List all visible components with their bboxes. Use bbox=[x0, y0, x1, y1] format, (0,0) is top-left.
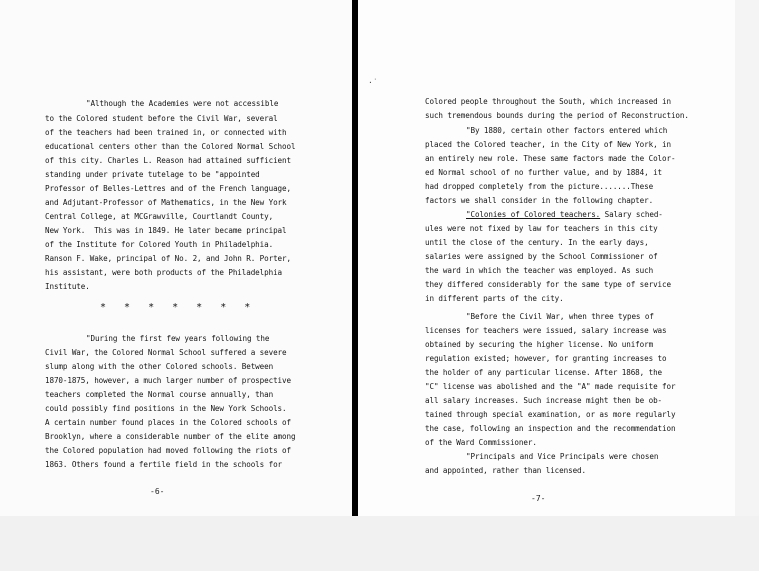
text-line: slump along with the other Colored schools. Between bbox=[45, 362, 274, 371]
text-line: ules were not fixed by law for teachers in this city bbox=[425, 224, 658, 233]
text-line: 1870-1875, however, a much larger number of prospective bbox=[45, 376, 291, 385]
text-line: all salary increases. Such increase might then be ob- bbox=[425, 396, 663, 405]
section-heading-line bbox=[466, 210, 663, 219]
text-line: Professor of Belles-Lettres and of the French language, bbox=[45, 184, 291, 193]
text-line: teachers completed the Normal course annually, than bbox=[45, 390, 274, 399]
text-line: had dropped completely from the picture.......These bbox=[425, 182, 654, 191]
text-line: the holder of any particular license. After 1868, the bbox=[425, 368, 663, 377]
text-line: to the Colored student before the Civil War, several bbox=[45, 114, 278, 123]
text-line: standing under private tutelage to be "appointed bbox=[45, 170, 260, 179]
scan-margin-strip bbox=[735, 0, 759, 571]
left-page bbox=[0, 0, 352, 516]
text-line: "Although the Academies were not accessible bbox=[86, 99, 279, 108]
text-line: ed Normal school of no further value, and by 1884, it bbox=[425, 168, 663, 177]
text-line: could possibly find positions in the New York Schools. bbox=[45, 404, 287, 413]
text-line: tained through special examination, or as more regularly bbox=[425, 410, 676, 419]
text-line: Ranson F. Wake, principal of No. 2, and John R. Porter, bbox=[45, 254, 291, 263]
heading-continuation: Salary sched- bbox=[600, 210, 663, 219]
text-line: "C" license was abolished and the "A" made requisite for bbox=[425, 382, 676, 391]
text-line: A certain number found places in the Colored schools of bbox=[45, 418, 291, 427]
scan-speck: ·˙ bbox=[368, 78, 378, 87]
text-line: "By 1880, certain other factors entered which bbox=[466, 126, 668, 135]
page-number: -7- bbox=[531, 494, 546, 503]
scan-bottom-band bbox=[0, 516, 759, 571]
text-line: of the Ward Commissioner. bbox=[425, 438, 537, 447]
text-line: and Adjutant-Professor of Mathematics, in the New York bbox=[45, 198, 287, 207]
text-line: of the Institute for Colored Youth in Philadelphia. bbox=[45, 240, 274, 249]
text-line: placed the Colored teacher, in the City of New York, in bbox=[425, 140, 671, 149]
text-line: Civil War, the Colored Normal School suffered a severe bbox=[45, 348, 287, 357]
text-line: "Principals and Vice Principals were chosen bbox=[466, 452, 659, 461]
text-line: "Before the Civil War, when three types of bbox=[466, 312, 654, 321]
text-line: Institute. bbox=[45, 282, 90, 291]
text-line: educational centers other than the Colored Normal School bbox=[45, 142, 296, 151]
text-line: in different parts of the city. bbox=[425, 294, 564, 303]
text-line: salaries were assigned by the School Commissioner of bbox=[425, 252, 658, 261]
text-line: regulation existed; however, for granting increases to bbox=[425, 354, 667, 363]
text-line: such tremendous bounds during the period of Reconstruction. bbox=[425, 111, 689, 120]
text-line: "During the first few years following the bbox=[86, 334, 270, 343]
text-line: they differed considerably for the same type of service bbox=[425, 280, 671, 289]
text-line: New York. This was in 1849. He later became principal bbox=[45, 226, 287, 235]
text-line: 1863. Others found a fertile field in the schools for bbox=[45, 460, 283, 469]
right-page bbox=[358, 0, 735, 516]
text-line: of the teachers had been trained in, or connected with bbox=[45, 128, 287, 137]
text-line: obtained by securing the higher license. No uniform bbox=[425, 340, 654, 349]
text-line: licenses for teachers were issued, salary increase was bbox=[425, 326, 667, 335]
section-separator: * * * * * * * bbox=[100, 302, 257, 313]
text-line: factors we shall consider in the following chapter. bbox=[425, 196, 654, 205]
text-line: Central College, at MCGrawville, Courtlandt County, bbox=[45, 212, 274, 221]
text-line: the case, following an inspection and the recommendation bbox=[425, 424, 676, 433]
text-line: the Colored population had moved following the riots of bbox=[45, 446, 291, 455]
text-line: Brooklyn, where a considerable number of the elite among bbox=[45, 432, 296, 441]
text-line: until the close of the century. In the early days, bbox=[425, 238, 649, 247]
text-line: of this city. Charles L. Reason had attained sufficient bbox=[45, 156, 291, 165]
text-line: an entirely new role. These same factors made the Color- bbox=[425, 154, 676, 163]
text-line: Colored people throughout the South, which increased in bbox=[425, 97, 671, 106]
text-line: his assistant, were both products of the Philadelphia bbox=[45, 268, 283, 277]
page-number: -6- bbox=[150, 487, 165, 496]
text-line: the ward in which the teacher was employed. As such bbox=[425, 266, 654, 275]
section-heading: "Colonies of Colored teachers. bbox=[466, 210, 601, 219]
text-line: and appointed, rather than licensed. bbox=[425, 466, 586, 475]
